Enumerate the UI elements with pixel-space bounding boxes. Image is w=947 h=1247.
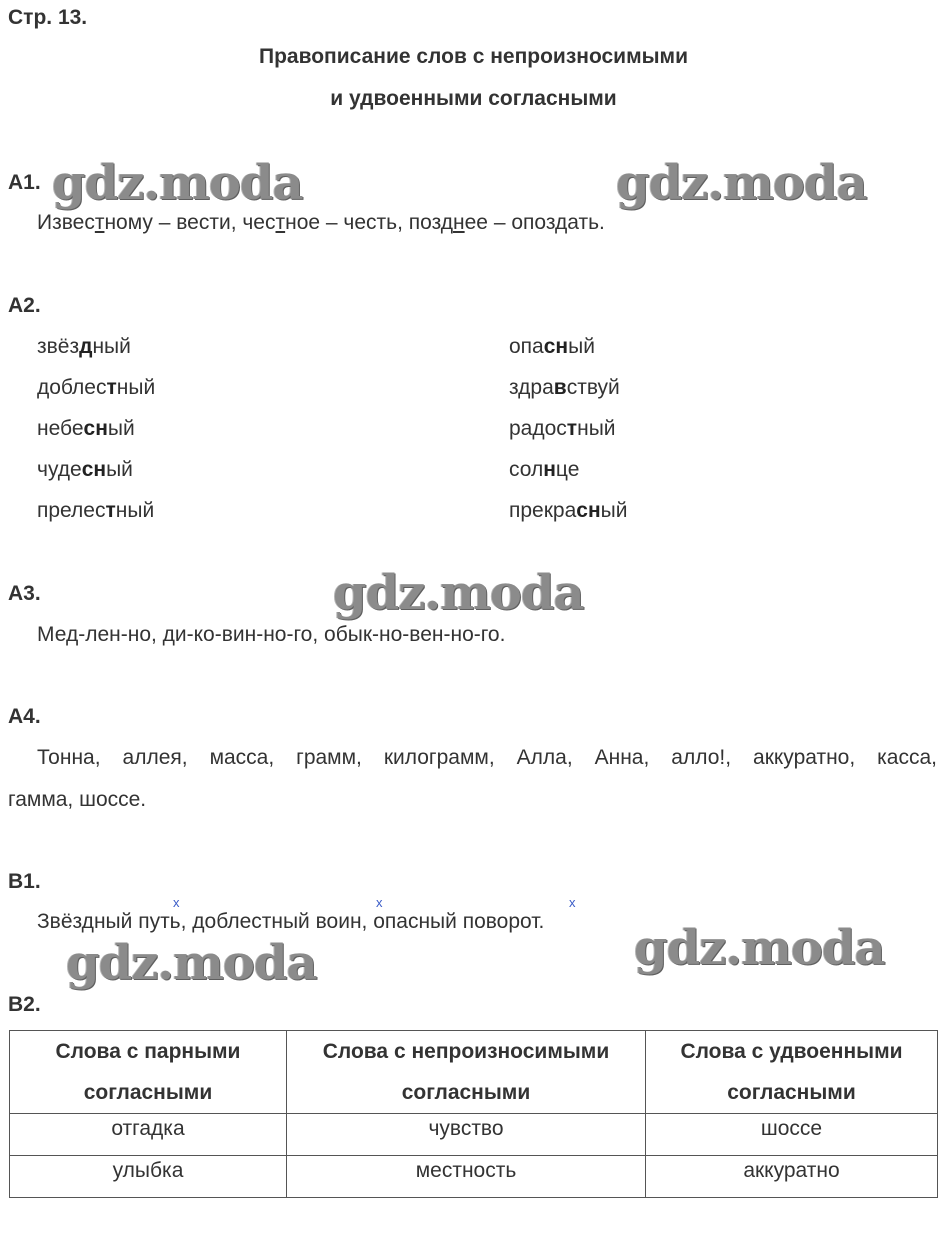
task-a3-label: А3. — [8, 582, 41, 605]
b2-header-doubled: Слова с удвоенными согласными — [646, 1031, 938, 1114]
task-a4-answer-line-2: гамма, шоссе. — [8, 788, 147, 811]
table-row — [10, 1114, 938, 1156]
a2-word-right-1: опасный — [509, 335, 595, 358]
b1-mark-2: x — [376, 895, 383, 910]
b2-header-unpronounceable: Слова с непроизносимыми согласными — [287, 1031, 646, 1114]
task-b1-label: В1. — [8, 870, 41, 893]
a2-word-left-2: доблестный — [37, 376, 156, 399]
task-b1-answer: Звёздный путь, доблестный воин, опасный поворот. — [37, 910, 545, 933]
a2-word-right-5: прекрасный — [509, 499, 628, 522]
a2-word-left-5: прелестный — [37, 499, 155, 522]
task-a3-answer: Мед-лен-но, ди-ко-вин-но-го, обык-но-вен-но-го. — [37, 623, 506, 646]
page-number: Стр. 13. — [8, 6, 88, 29]
a2-word-right-4: солнце — [509, 458, 580, 481]
table-row — [10, 1156, 938, 1198]
a2-word-right-3: радостный — [509, 417, 616, 440]
task-a2-label: А2. — [8, 294, 41, 317]
task-b2-label: В2. — [8, 993, 41, 1016]
watermark-logo: gdz.moda — [66, 935, 317, 991]
a2-word-left-1: звёздный — [37, 335, 131, 358]
watermark-logo: gdz.moda — [333, 565, 584, 621]
b1-mark-3: x — [569, 895, 576, 910]
task-a1-answer: Известному – вести, честное – честь, позднее – опоздать. — [37, 211, 605, 234]
table-cell: шоссе — [646, 1114, 938, 1156]
watermark-logo: gdz.moda — [52, 155, 303, 211]
watermark-logo: gdz.moda — [634, 920, 885, 976]
b2-table — [9, 1030, 938, 1198]
page-title-line-2: и удвоенными согласными — [330, 87, 617, 110]
table-cell: улыбка — [10, 1156, 287, 1198]
a2-word-right-2: здравствуй — [509, 376, 620, 399]
table-cell: аккуратно — [646, 1156, 938, 1198]
a2-word-left-4: чудесный — [37, 458, 133, 481]
b2-header-paired: Слова с парными согласными — [10, 1031, 287, 1114]
b1-mark-1: x — [173, 895, 180, 910]
table-cell: местность — [287, 1156, 646, 1198]
a2-word-left-3: небесный — [37, 417, 135, 440]
task-a1-label: А1. — [8, 171, 41, 194]
table-cell: чувство — [287, 1114, 646, 1156]
task-a4-label: А4. — [8, 705, 41, 728]
table-cell: отгадка — [10, 1114, 287, 1156]
task-a4-answer-line-1: Тонна, аллея, масса, грамм, килограмм, Алла, Анна, алло!, аккуратно, касса, — [37, 746, 937, 769]
b2-header-row — [10, 1031, 938, 1114]
page-title-line-1: Правописание слов с непроизносимыми — [259, 45, 688, 68]
watermark-logo: gdz.moda — [616, 155, 867, 211]
